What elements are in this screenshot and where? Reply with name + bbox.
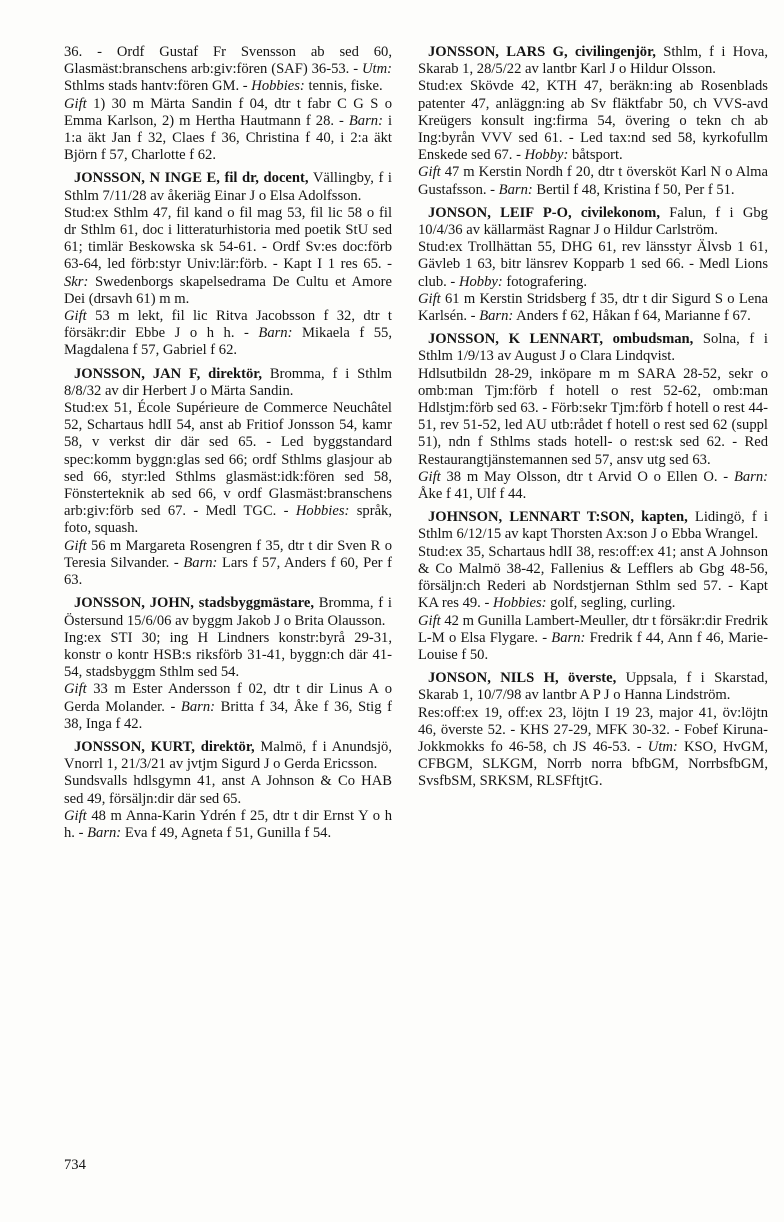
- hobby-text: fotografering.: [502, 273, 588, 290]
- entry-intro: Malmö, f i Anundsjö, Vnorrl 1, 21/3/21 av jvtjm Sigurd J o Gerda Ericsson.: [64, 738, 392, 773]
- entry-name: JONSSON, N INGE E,: [74, 170, 220, 187]
- entry-occupation: fil dr, docent,: [219, 170, 309, 187]
- biography-entry: [64, 170, 392, 359]
- hobbies-label: Hobbies:: [295, 503, 350, 520]
- biography-entry: [418, 509, 768, 664]
- gift-label: Gift: [64, 681, 87, 698]
- gift-text: 53 m lekt, fil lic Ritva Jacobsson f 32, dtr t försäkr:dir Ebbe J o h h. -: [64, 308, 392, 342]
- barn-text: Lars f 57, Anders f 60, Per f 63.: [64, 554, 393, 589]
- entry-body: Stud:ex Sthlm 47, fil kand o fil mag 53, fil lic 58 o fil dr Sthlm 61, doc i litteraturhistoria med poetik StU sed 61; timlär Beskowska sk 54-61. - Ordf Sv:es doc:förb 63-64, led förb:styr Univ:lär:förb. - Kapt I 1 res 65. -: [64, 204, 392, 273]
- gift-label: Gift: [64, 807, 87, 824]
- barn-text: Fredrik f 44, Ann f 46, Marie-Louise f 50.: [418, 629, 768, 663]
- biography-entry: [418, 44, 768, 199]
- biography-entry: [418, 205, 768, 325]
- entry-intro: Solna, f i Sthlm 1/9/13 av August J o Clara Lindqvist.: [418, 331, 768, 365]
- continued-entry: [64, 44, 392, 164]
- entry-name: JONSSON, K LENNART,: [428, 331, 603, 348]
- gift-label: Gift: [64, 537, 87, 554]
- entry-intro: Bromma, f i Östersund 15/6/06 av byggm Jakob J o Brita Olausson.: [64, 595, 392, 629]
- barn-label: Barn:: [180, 698, 215, 715]
- entry-text: 1) 30 m Märta Sandin f 04, dtr t fabr C G S o Emma Karlson, 2) m Hertha Hautmann f 28. -: [64, 95, 392, 129]
- entry-intro: Lidingö, f i Sthlm 6/12/15 av kapt Thorsten Ax:son J o Ebba Wrangel.: [418, 509, 768, 543]
- entry-occupation: civilekonom,: [571, 204, 660, 221]
- hobbies-label: Hobbies:: [251, 78, 305, 95]
- left-column: [64, 44, 392, 848]
- right-column: [418, 44, 768, 797]
- gift-text: 42 m Gunilla Lambert-Meuller, dtr t försäkr:dir Fredrik L-M o Elsa Flygare. -: [418, 612, 768, 646]
- entry-name: JONSSON, KURT,: [74, 738, 195, 755]
- gift-text: 38 m May Olsson, dtr t Arvid O o Ellen O. -: [440, 468, 734, 485]
- barn-text: Anders f 62, Håkan f 64, Marianne f 67.: [513, 308, 751, 325]
- entry-occupation: direktör,: [194, 738, 255, 755]
- barn-text: Åke f 41, Ulf f 44.: [418, 486, 527, 503]
- gift-label: Gift: [64, 308, 87, 325]
- page-number: 734: [64, 1157, 86, 1173]
- barn-text: Bertil f 48, Kristina f 50, Per f 51.: [532, 181, 735, 198]
- entry-occupation: ombudsman,: [602, 331, 694, 348]
- biography-entry: [64, 366, 392, 590]
- barn-label: Barn:: [183, 554, 218, 571]
- entry-body: Stud:ex 51, École Supérieure de Commerce Neuchâtel 52, Schartaus hdlI 54, anst ab Fritiof Jonsson 54, kamr 58, v verkst dir där sed 65. - Led byggstandard spec:komm byggn:glas sed 66; ordf Sthlms glasjour ab sed 66, styr:led Sthlms glasmäst:idk:fören sed 58, Fönsterteknik ab sed 66, v ordf Glasmäst:branschens arb:giv:förb sed 67. - Medl TGC. -: [64, 400, 392, 520]
- hobbies-text: golf, segling, curling.: [546, 595, 676, 612]
- biography-entry: [64, 739, 392, 842]
- entry-name: JONSON, NILS H,: [428, 670, 559, 687]
- barn-label: Barn:: [733, 468, 768, 485]
- hobbies-text: språk, foto, squash.: [64, 503, 392, 537]
- entry-body: Hdlsutbildn 28-29, inköpare m m SARA 28-52, sekr o omb:man Tjm:förb f hotell o rest 52-62, omb:man Hdlstjm:förb sed 63. - Förb:sekr Tjm:förb f hotell o rest 44-51, rev 51-52, led AU utb:rådet f hotell o rest sed 62 (suppl 51), ndn f Sthlms stads hotell- o rest:sk sed 62. - Red Restaurangtjänstemannen sed 57, ansv utg sed 63.: [418, 365, 768, 468]
- entry-body: Stud:ex Skövde 42, KTH 47, beräkn:ing ab Rosenblads patenter 47, anläggn:ing ab Sv fläktfabr 50, ch VVS-avd Kreügers konsult ing:firma 54, övering o tekn ch ab Ing:byrån VVV sed 61. - Led tax:nd sed 58, kyrkofullm Enskede sed 67. -: [418, 78, 768, 164]
- skr-label: Skr:: [64, 273, 89, 290]
- biography-entry: [64, 595, 392, 733]
- entry-intro: Bromma, f i Sthlm 8/8/32 av dir Herbert J o Märta Sandin.: [64, 365, 392, 399]
- barn-label: Barn:: [551, 629, 586, 646]
- gift-text: 61 m Kerstin Stridsberg f 35, dtr t dir Sigurd S o Lena Karlsén. -: [418, 290, 768, 325]
- entry-body: Res:off:ex 19, off:ex 23, löjtn I 19 23, major 41, öv:löjtn 46, överste 52. - KHS 27-29, MFK 30-32. - Fobef Kiruna-Jokkmokks fo 46-58, ch JS 46-53. -: [418, 704, 768, 755]
- utm-label: Utm:: [362, 61, 392, 78]
- barn-label: Barn:: [258, 325, 293, 342]
- entry-body: Stud:ex Trollhättan 55, DHG 61, rev länsstyr Älvsb 1 61, Gävleb 1 63, bitr länsrev Kopparb 1 sed 66. - Medl Lions club. -: [418, 239, 768, 290]
- gift-text: 56 m Margareta Rosengren f 35, dtr t dir Sven R o Teresia Silvander. -: [64, 537, 392, 571]
- barn-text: Eva f 49, Agneta f 51, Gunilla f 54.: [121, 824, 332, 841]
- entry-name: JONSON, LEIF P-O,: [428, 204, 572, 221]
- entry-name: JONSSON, JAN F,: [74, 365, 201, 382]
- entry-name: JONSSON, LARS G,: [428, 44, 568, 60]
- hobbies-text: tennis, fiske.: [304, 78, 383, 95]
- barn-label: Barn:: [498, 181, 533, 198]
- gift-label: Gift: [418, 468, 441, 485]
- entry-occupation: direktör,: [200, 365, 263, 382]
- hobbies-label: Hobbies:: [493, 595, 547, 612]
- gift-text: 48 m Anna-Karin Ydrén f 25, dtr t dir Ernst Y o h h. -: [64, 807, 392, 841]
- biography-entry: [418, 670, 768, 790]
- gift-label: Gift: [64, 95, 87, 112]
- utm-text: KSO, HvGM, CFBGM, SLKGM, Norrb norra bfbGM, NorrbsfbGM, SvsfbSM, SRKSM, RLSFftjtG.: [418, 738, 768, 790]
- entry-body: Ing:ex STI 30; ing H Lindners konstr:byrå 29-31, konstr o kontr HSB:s riksförb 31-41, byggn:ch där 41-54, stadsbyggm Sthlm sed 54.: [64, 629, 392, 681]
- entry-name: JOHNSON, LENNART T:SON,: [428, 509, 634, 526]
- hobby-label: Hobby:: [458, 273, 503, 290]
- gift-label: Gift: [418, 612, 441, 629]
- entry-intro: Vällingby, f i Sthlm 7/11/28 av åkeriäg Einar J o Elsa Adolfsson.: [64, 170, 392, 204]
- entry-occupation: kapten,: [633, 509, 688, 526]
- entry-text: 36. - Ordf Gustaf Fr Svensson ab sed 60, Glasmäst:branschens arb:giv:fören (SAF) 36-53. -: [64, 44, 392, 78]
- utm-text: Sthlms stads hantv:fören GM. -: [64, 78, 252, 95]
- hobby-text: båtsport.: [568, 147, 623, 164]
- hobby-label: Hobby:: [524, 147, 569, 164]
- gift-text: 33 m Ester Andersson f 02, dtr t dir Linus A o Gerda Molander. -: [64, 681, 392, 715]
- biography-entry: [418, 331, 768, 503]
- gift-label: Gift: [418, 290, 441, 307]
- entry-occupation: stadsbyggmästare,: [193, 595, 314, 612]
- barn-text: Britta f 34, Åke f 36, Stig f 38, Inga f 42.: [64, 698, 392, 732]
- entry-intro: Falun, f i Gbg 10/4/36 av källarmäst Ragnar J o Hildur Carlström.: [418, 204, 768, 239]
- barn-label: Barn:: [348, 112, 383, 129]
- gift-label: Gift: [418, 164, 441, 181]
- entry-body: Sundsvalls hdlsgymn 41, anst A Johnson & Co HAB sed 49, försäljn:dir där sed 65.: [64, 773, 392, 807]
- entry-occupation: civilingenjör,: [567, 44, 656, 60]
- barn-label: Barn:: [87, 824, 122, 841]
- entry-body: Stud:ex 35, Schartaus hdlI 38, res:off:ex 41; anst A Johnson & Co Malmö 38-42, Fallenius & Lefflers ab Gbg 48-56, försäljn:ch Rederi ab Nordstjernan Sthlm sed 57. - Kapt KA res 49. -: [418, 543, 768, 612]
- entry-occupation: överste,: [558, 670, 617, 687]
- entry-text: i 1:a äkt Jan f 32, Claes f 36, Christina f 40, i 2:a äkt Björn f 57, Charlotte f 62.: [64, 112, 393, 164]
- barn-text: Mikaela f 55, Magdalena f 57, Gabriel f 62.: [64, 325, 392, 359]
- entry-intro: Uppsala, f i Skarstad, Skarab 1, 10/7/98 av lantbr A P J o Hanna Lindström.: [418, 670, 769, 704]
- skr-text: Swedenborgs skapelsedrama De Cultu et Amore Dei (drsavh 61) m m.: [64, 273, 392, 307]
- entry-name: JONSSON, JOHN,: [74, 595, 194, 612]
- gift-text: 47 m Kerstin Nordh f 20, dtr t översköt Karl N o Alma Gustafsson. -: [418, 164, 768, 198]
- entry-intro: Sthlm, f i Hova, Skarab 1, 28/5/22 av lantbr Karl J o Hildur Olsson.: [418, 44, 768, 78]
- utm-label: Utm:: [647, 738, 678, 755]
- barn-label: Barn:: [479, 308, 514, 325]
